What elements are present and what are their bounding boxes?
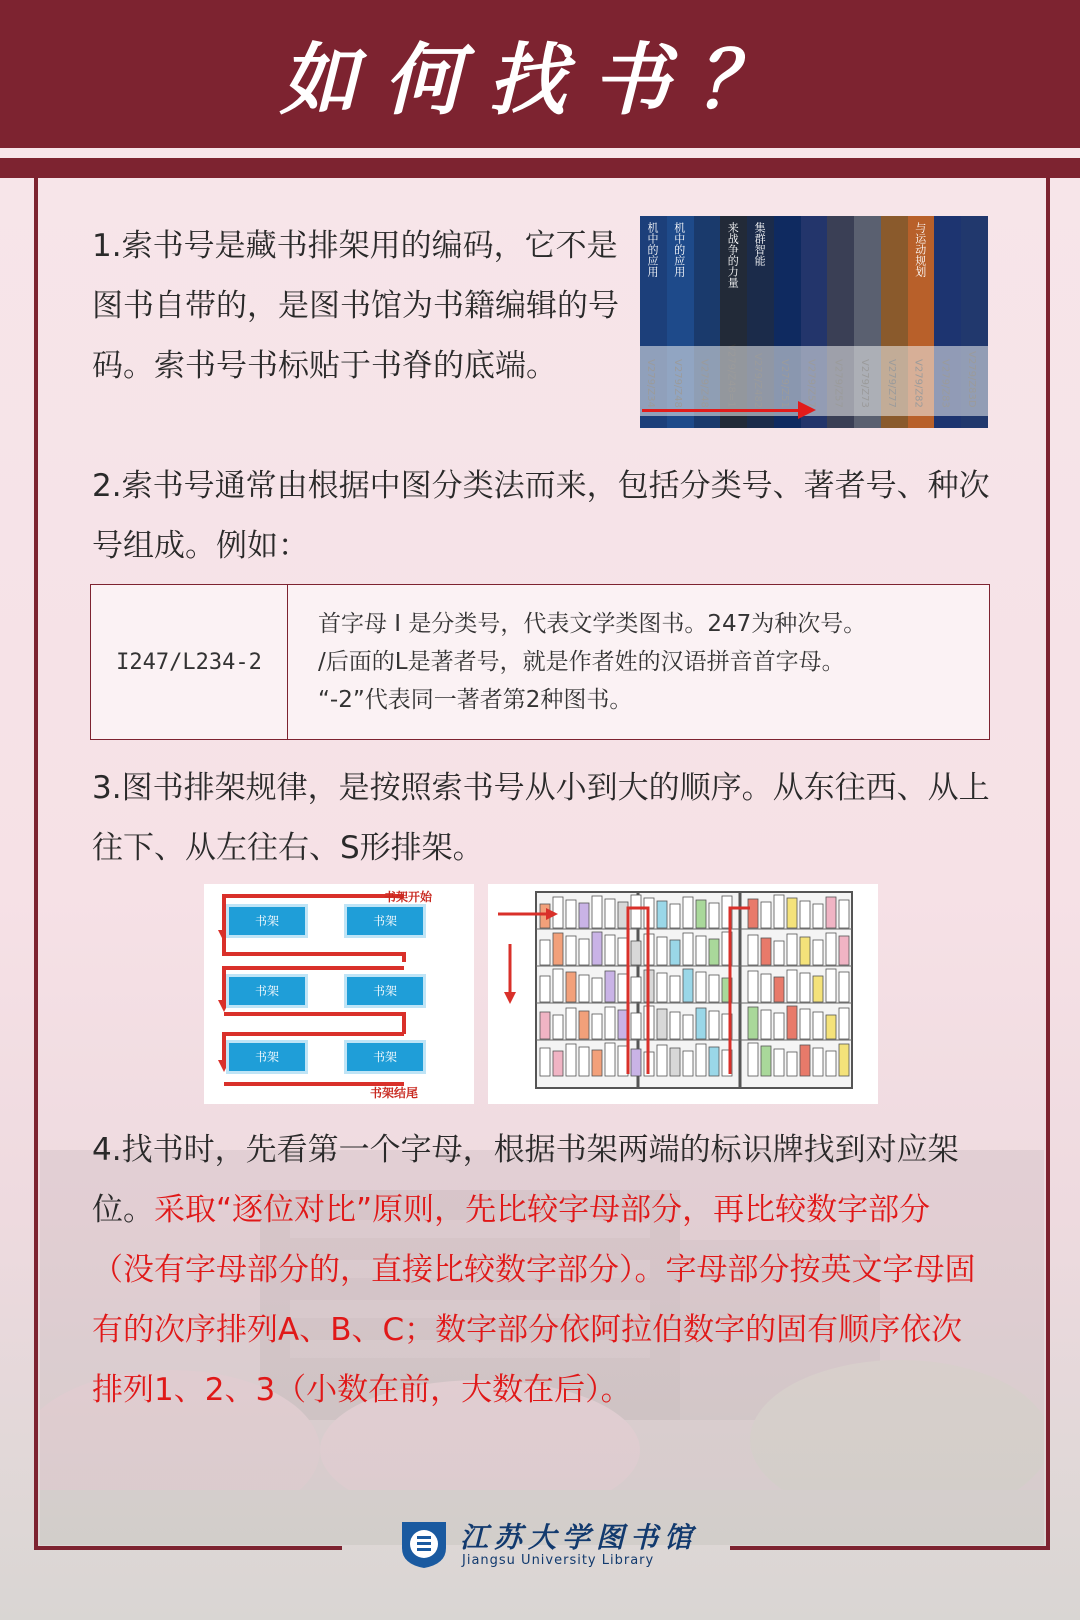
bookcase-book (670, 940, 680, 965)
bookcase-book (670, 1012, 680, 1039)
bookcase-book (787, 1006, 797, 1039)
bookcase-book (696, 1008, 706, 1039)
bookcase-book (696, 1044, 706, 1076)
example-line: /后面的L是著者号，就是作者姓的汉语拼音首字母。 (318, 649, 845, 675)
bookcase-book (579, 903, 589, 928)
paragraph-how-to-find (92, 1120, 992, 1420)
bookcase-book (748, 899, 758, 928)
red-arrow-line (642, 409, 802, 412)
bookcase-book (670, 976, 680, 1002)
bookcase-book (683, 1051, 693, 1076)
frame-bottom-left (34, 1546, 342, 1550)
shelf-box: 书架 (344, 1040, 426, 1074)
bookshelf-photo (640, 216, 988, 428)
bookcase-book (800, 1009, 810, 1039)
red-arrow-head-icon (798, 401, 816, 419)
find-steps-text: 4.找书时，先看第一个字母，根据书架两端的标识牌找到对应架位。 (92, 1132, 959, 1228)
bookcase-book (566, 936, 576, 965)
book-spine-title: 集群智能 (753, 222, 767, 266)
bookcase-book (709, 903, 719, 928)
bookcase-book (566, 1008, 576, 1039)
book-spine-title: 机中的应用 (646, 222, 659, 277)
bookcase-book (553, 1015, 563, 1039)
bookcase-book (605, 971, 615, 1002)
bookcase-book (709, 939, 719, 965)
book-spine-title: 与运动规划 (913, 222, 927, 277)
bookcase-book (592, 932, 602, 965)
bookcase-book (579, 1047, 589, 1076)
bookcase-book (839, 1008, 849, 1039)
bookcase-illustration (488, 884, 878, 1104)
bookcase-book (683, 897, 693, 928)
bookcase-book (813, 1048, 823, 1076)
bookcase-book (774, 977, 784, 1002)
bookcase-book (787, 1052, 797, 1076)
book-spine-title: 来战争的力量 (726, 222, 740, 288)
bookcase-book (631, 895, 641, 928)
bookcase-book (761, 1046, 771, 1076)
header-strip (0, 158, 1080, 178)
bookcase-book (540, 940, 550, 965)
bookcase-book (748, 971, 758, 1002)
bookcase-book (592, 1014, 602, 1039)
bookcase-book (670, 1048, 680, 1076)
bookcase-book (566, 1044, 576, 1076)
library-logo-icon (398, 1516, 450, 1570)
bookcase-book (748, 935, 758, 965)
bookcase-book (579, 939, 589, 965)
bookcase-book (774, 1049, 784, 1076)
bookcase-book (813, 1012, 823, 1039)
shelf-box: 书架 (226, 1040, 308, 1074)
bookcase-book (683, 969, 693, 1002)
bookcase-book (813, 904, 823, 928)
bookcase-book (683, 933, 693, 965)
bookcase-book (787, 970, 797, 1002)
bookcase-book (553, 969, 563, 1002)
header-banner (0, 0, 1080, 148)
frame-bottom-right (730, 1546, 1050, 1550)
bookcase-book (839, 972, 849, 1002)
bookcase-book (592, 978, 602, 1002)
bookcase-book (709, 1011, 719, 1039)
bookcase-book (813, 976, 823, 1002)
bookcase-book (774, 1013, 784, 1039)
example-call-number: I247/L234-2 (91, 585, 288, 740)
paragraph-shelving-rule: 3.图书排架规律，是按照索书号从小到大的顺序。从东往西、从上往下、从左往右、S形排架。 (92, 770, 990, 866)
bookcase-book (800, 1045, 810, 1076)
bookcase-book (800, 937, 810, 965)
bookcase-book (761, 938, 771, 965)
bookcase-book (839, 1044, 849, 1076)
frame-right (1046, 178, 1050, 1550)
example-description (288, 585, 990, 740)
bookcase-book (787, 934, 797, 965)
bookcase-book (800, 973, 810, 1002)
bookcase-book (748, 1007, 758, 1039)
library-name-en: Jiangsu University Library (462, 1553, 655, 1568)
bookcase-book (826, 1051, 836, 1076)
page-title: 如何找书？ (279, 35, 800, 126)
bookcase-book (761, 902, 771, 928)
bookcase-book (657, 973, 667, 1002)
bookcase-book (800, 901, 810, 928)
shelf-box: 书架 (344, 904, 426, 938)
bookcase-book (813, 940, 823, 965)
bookcase-book (748, 1043, 758, 1076)
library-name-cn: 江苏大学图书馆 (460, 1521, 699, 1554)
bookcase-book (631, 1013, 641, 1039)
shelf-start-label: 书架开始 (384, 890, 433, 904)
bookcase-book (566, 900, 576, 928)
bookcase-book (631, 1049, 641, 1076)
bookcase-book (670, 904, 680, 928)
bookcase-book (657, 901, 667, 928)
bookcase-book (826, 897, 836, 928)
s-shape-shelving-diagram (204, 884, 474, 1104)
bookcase-book (566, 972, 576, 1002)
bookcase-drawing (488, 884, 878, 1104)
bookcase-book (709, 975, 719, 1002)
shelf-end-label: 书架结尾 (370, 1086, 419, 1100)
paragraph-call-number-intro: 1.索书号是藏书排架用的编码，它不是图书自带的，是图书馆为书籍编辑的号码。索书号书标贴于书脊的底端。 (92, 228, 619, 384)
bookcase-book (839, 936, 849, 965)
bookcase-book (826, 969, 836, 1002)
bookcase-book (774, 895, 784, 928)
bookcase-book (696, 972, 706, 1002)
bookcase-book (579, 1011, 589, 1039)
example-line: 首字母 I 是分类号，代表文学类图书。247为种次号。 (318, 611, 867, 637)
bookcase-book (631, 941, 641, 965)
bookcase-book (709, 1047, 719, 1076)
bookcase-book (540, 976, 550, 1002)
shelf-box: 书架 (226, 904, 308, 938)
bookcase-book (696, 900, 706, 928)
table-row (91, 585, 990, 740)
bookcase-book (657, 1045, 667, 1076)
bookcase-book (774, 941, 784, 965)
frame-left (34, 178, 38, 1550)
bookcase-book (553, 933, 563, 965)
bookcase-book (605, 1007, 615, 1039)
shelf-box: 书架 (344, 974, 426, 1008)
bookcase-book (761, 1010, 771, 1039)
bookcase-book (605, 899, 615, 928)
bookcase-book (605, 935, 615, 965)
call-number-example-table (90, 584, 990, 740)
book-spine-title: 机中的应用 (672, 222, 686, 277)
bookcase-book (631, 977, 641, 1002)
bookcase-book (605, 1043, 615, 1076)
bookcase-book (592, 1050, 602, 1076)
bookcase-book (579, 975, 589, 1002)
shelf-box: 书架 (226, 974, 308, 1008)
bookcase-book (839, 900, 849, 928)
bookcase-book (787, 898, 797, 928)
example-line: “-2”代表同一著者第2种图书。 (318, 687, 633, 713)
bookcase-book (540, 1012, 550, 1039)
bookcase-book (826, 933, 836, 965)
comparison-rule-text: 采取“逐位对比”原则，先比较字母部分，再比较数字部分（没有字母部分的，直接比较数字部分）。字母部分按英文字母固有的次序排列A、B、C；数字部分依阿拉伯数字的固有顺序依次排列1、2、3（小数在前，大数在后）。 (92, 1192, 976, 1408)
bookcase-book (657, 1009, 667, 1039)
paragraph-call-number-composition: 2.索书号通常由根据中图分类法而来，包括分类号、著者号、种次号组成。例如： (92, 468, 990, 564)
bookcase-book (683, 1015, 693, 1039)
bookcase-book (761, 974, 771, 1002)
bookcase-book (540, 1048, 550, 1076)
bookcase-book (696, 936, 706, 965)
bookcase-book (553, 1051, 563, 1076)
bookcase-book (826, 1015, 836, 1039)
bookcase-book (657, 937, 667, 965)
bookcase-book (592, 896, 602, 928)
